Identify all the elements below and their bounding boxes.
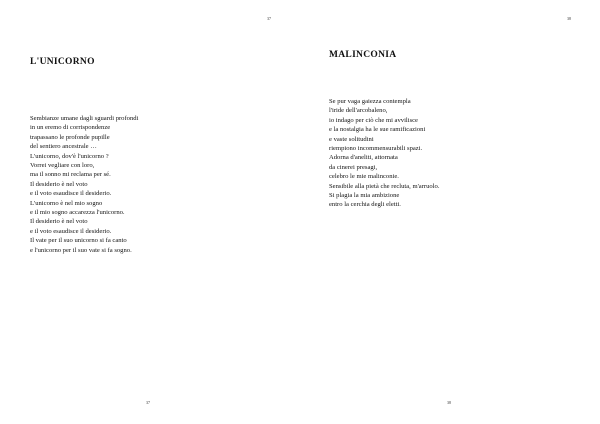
page-folio: 37 — [146, 400, 150, 405]
poem-line: del sentiero ancestrale … — [30, 143, 97, 151]
poem-line: in un eremo di corrispondenze — [30, 124, 111, 132]
poem-body — [329, 97, 440, 210]
poem-line: L'unicorno, dov'è l'unicorno ? — [30, 152, 109, 160]
poem-line: Il desiderio è nel voto — [30, 218, 88, 226]
poem-line: Sembianze umane dagli sguardi profondi — [30, 115, 139, 122]
running-page-number: 37 — [267, 16, 271, 21]
poem-line: e il voto esaudisce il desiderio. — [30, 227, 112, 235]
poem-title: L'UNICORNO — [30, 57, 95, 67]
poem-line: io indago per ciò che mi avvilisce — [329, 116, 418, 124]
poem-line: Si plagia la mia ambizione — [329, 192, 400, 200]
poem-line: entro la cerchia degli eletti. — [329, 201, 401, 209]
poem-line: Adorna d'aneliti, attornata — [329, 154, 398, 162]
poem-title: MALINCONIA — [329, 50, 397, 60]
poem-line: Il desiderio è nel voto — [30, 180, 88, 188]
poem-line: da cinerei presagi, — [329, 163, 378, 171]
poem-line: Sensibile alla pietà che recluta, m'arruolo. — [329, 182, 440, 190]
poem-line: e il mio sogno accarezza l'unicorno. — [30, 209, 125, 217]
poem-line: e il voto esaudisce il desiderio. — [30, 190, 112, 198]
poem-line: L'unicorno è nel mio sogno — [30, 199, 103, 207]
poem-line: Il vate per il suo unicorno si fa canto — [30, 237, 127, 245]
right-page — [300, 0, 600, 424]
poem-line: e la nostalgia ha le sue ramificazioni — [329, 126, 426, 134]
poem-line: ma il sonno mi reclama per sé. — [30, 171, 111, 179]
poem-line: riempiono incommensurabili spazi. — [329, 145, 423, 153]
poem-line: celebro le mie malinconie. — [329, 173, 399, 181]
page-folio: 38 — [447, 400, 451, 405]
poem-line: Se pur vaga gaiezza contempla — [329, 98, 411, 105]
poem-line: Vorrei vegliare con loro, — [30, 162, 95, 170]
poem-body — [30, 114, 138, 255]
poem-line: e l'unicorno per il suo vate si fa sogno. — [30, 246, 132, 254]
poem-line: l'iride dell'arcobaleno, — [329, 107, 388, 115]
poem-line: trapassano le profonde pupille — [30, 133, 110, 141]
running-page-number: 38 — [567, 16, 571, 21]
poem-line: e vaste solitudini — [329, 135, 374, 143]
